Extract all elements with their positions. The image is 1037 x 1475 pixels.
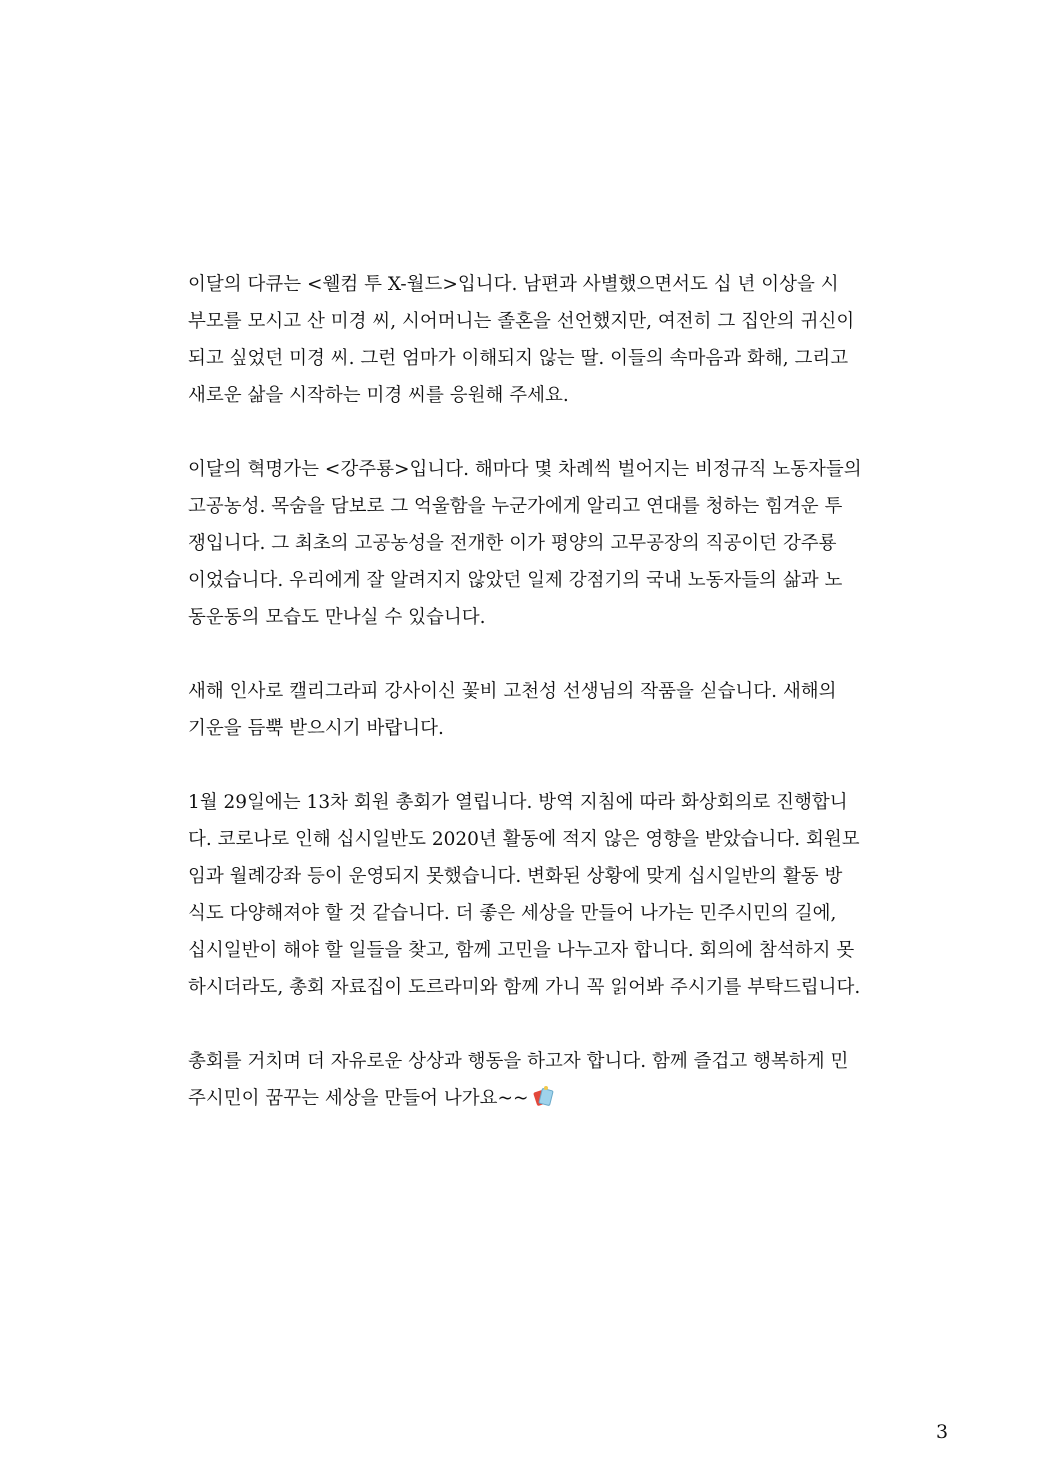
text-line-content: 주시민이 꿈꾸는 세상을 만들어 나가요~~ xyxy=(188,1088,529,1109)
text-line: 고공농성. 목숨을 담보로 그 억울함을 누군가에게 알리고 연대를 청하는 힘겨운 투 xyxy=(188,496,843,517)
text-line: 이었습니다. 우리에게 잘 알려지지 않았던 일제 강점기의 국내 노동자들의 삶과 노 xyxy=(188,570,843,591)
text-line: 식도 다양해져야 할 것 같습니다. 더 좋은 세상을 만들어 나가는 민주시민의 길에, xyxy=(188,903,837,924)
text-line: 다. 코로나로 인해 십시일반도 2020년 활동에 적지 않은 영향을 받았습니다. 회원모 xyxy=(188,829,860,850)
text-line: 총회를 거치며 더 자유로운 상상과 행동을 하고자 합니다. 함께 즐겁고 행복하게 민 xyxy=(188,1051,849,1072)
paragraph-closing xyxy=(188,1043,856,1117)
greeting-cards-icon xyxy=(532,1086,552,1110)
text-line: 십시일반이 해야 할 일들을 찾고, 함께 고민을 나누고자 합니다. 회의에 참석하지 못 xyxy=(188,940,855,961)
text-line: 새로운 삶을 시작하는 미경 씨를 응원해 주세요. xyxy=(188,385,569,406)
paragraph-revolutionary xyxy=(188,451,862,636)
text-line-last xyxy=(188,1080,856,1117)
paragraph-general-meeting xyxy=(188,784,861,1006)
text-line: 쟁입니다. 그 최초의 고공농성을 전개한 이가 평양의 고무공장의 직공이던 강주룡 xyxy=(188,533,837,554)
text-line: 되고 싶었던 미경 씨. 그런 엄마가 이해되지 않는 딸. 이들의 속마음과 화해, 그리고 xyxy=(188,348,849,369)
page-number: 3 xyxy=(936,1421,949,1443)
paragraph-documentary xyxy=(188,266,856,414)
text-line: 임과 월례강좌 등이 운영되지 못했습니다. 변화된 상황에 맞게 십시일반의 활동 방 xyxy=(188,866,843,887)
text-line: 이달의 다큐는 <웰컴 투 X-월드>입니다. 남편과 사별했으면서도 십 년 이상을 시 xyxy=(188,274,839,295)
text-line: 동운동의 모습도 만나실 수 있습니다. xyxy=(188,607,486,628)
text-line: 부모를 모시고 산 미경 씨, 시어머니는 졸혼을 선언했지만, 여전히 그 집안의 귀신이 xyxy=(188,311,855,332)
text-line: 새해 인사로 캘리그라피 강사이신 꽃비 고천성 선생님의 작품을 싣습니다. 새해의 xyxy=(188,681,837,702)
text-line: 1월 29일에는 13차 회원 총회가 열립니다. 방역 지침에 따라 화상회의로 진행합니 xyxy=(188,792,848,813)
text-line: 하시더라도, 총회 자료집이 도르라미와 함께 가니 꼭 읽어봐 주시기를 부탁드립니다. xyxy=(188,977,861,998)
paragraph-new-year-greeting xyxy=(188,673,856,747)
text-line: 이달의 혁명가는 <강주룡>입니다. 해마다 몇 차례씩 벌어지는 비정규직 노동자들의 xyxy=(188,459,862,480)
body-text xyxy=(188,266,862,1154)
text-line: 기운을 듬뿍 받으시기 바랍니다. xyxy=(188,718,444,739)
